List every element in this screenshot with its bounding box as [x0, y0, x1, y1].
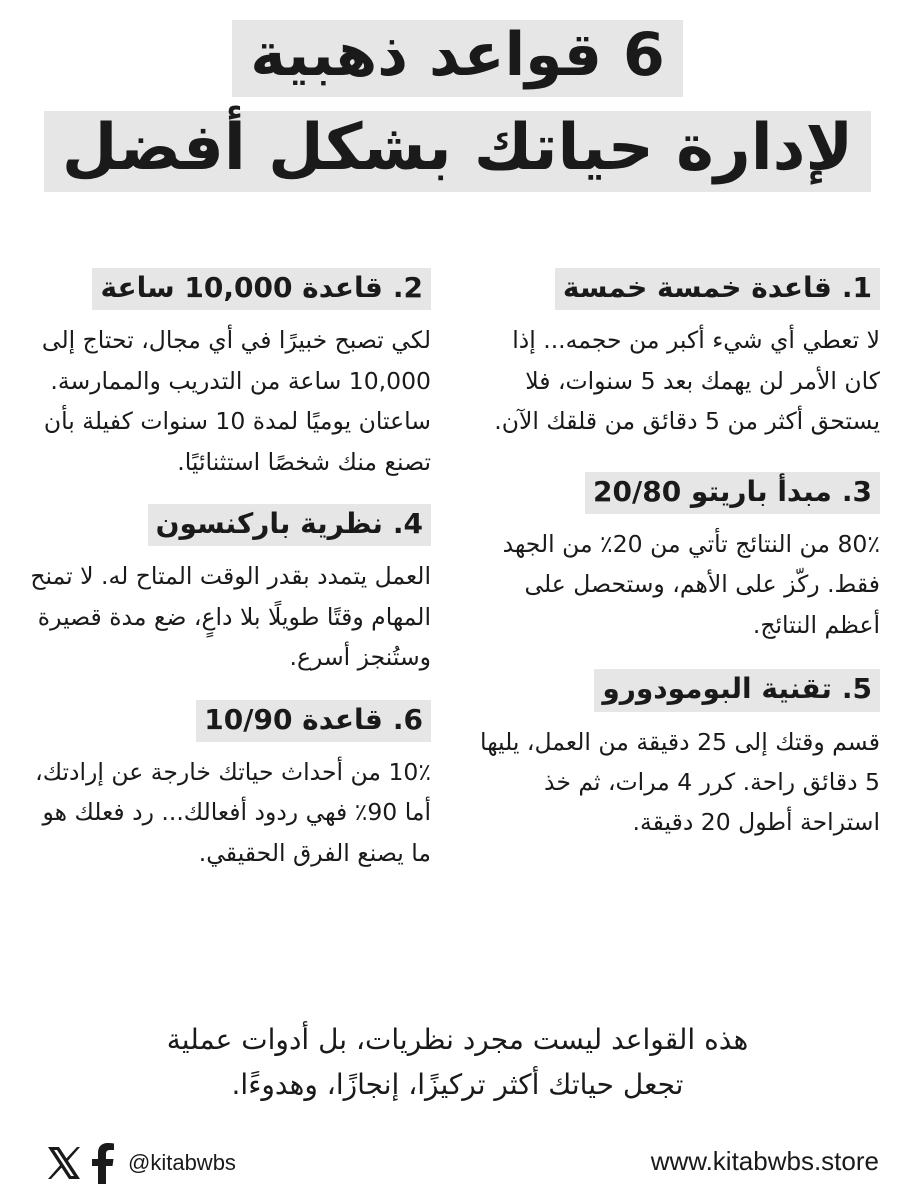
- rule-number: 2.: [392, 271, 423, 304]
- rule-body: لا تعطي أي شيء أكبر من حجمه... إذا كان الأمر لن يهمك بعد 5 سنوات، فلا يستحق أكثر من 5 دقائق من قلقك الآن.: [494, 326, 880, 436]
- footer: [44, 1138, 879, 1188]
- rule-2: [23, 268, 431, 482]
- conclusion-line-1: هذه القواعد ليست مجرد نظريات، بل أدوات عملية: [166, 1023, 749, 1056]
- rule-body: قسم وقتك إلى 25 دقيقة من العمل، يليها 5 دقائق راحة. كرر 4 مرات، ثم خذ استراحة أطول 20 دقيقة.: [480, 727, 880, 837]
- rule-title: قاعدة 10,000 ساعة: [100, 271, 383, 304]
- rule-number: 3.: [841, 474, 872, 508]
- rule-body: العمل يتمدد بقدر الوقت المتاح له. لا تمنح المهام وقتًا طويلًا بلا داعٍ، ضع مدة قصيرة وستُنجز أسرع.: [30, 562, 431, 672]
- conclusion: [40, 1018, 875, 1108]
- rule-3: [472, 472, 880, 646]
- rule-title: تقنية البومودورو: [602, 672, 832, 706]
- rule-heading: [555, 268, 880, 310]
- social-handle[interactable]: @kitabwbs: [128, 1150, 236, 1175]
- rule-title: قاعدة 10/90: [204, 702, 383, 736]
- rule-heading: [594, 669, 880, 711]
- rule-number: 6.: [392, 702, 423, 736]
- rule-6: [23, 700, 431, 874]
- title-block: [0, 20, 915, 192]
- rule-title: نظرية باركنسون: [155, 507, 383, 541]
- website-link[interactable]: www.kitabwbs.store: [650, 1146, 879, 1176]
- rule-body: لكي تصبح خبيرًا في أي مجال، تحتاج إلى 10,000 ساعة من التدريب والممارسة. ساعتان يوميًا لمدة 10 سنوات كفيلة بأن تصنع منك شخصًا استثنائيًا.: [41, 326, 431, 476]
- rule-heading: [196, 700, 431, 742]
- rule-body: 10٪ من أحداث حياتك خارجة عن إرادتك، أما 90٪ فهي ردود أفعالك... رد فعلك هو ما يصنع الفرق الحقيقي.: [35, 758, 431, 867]
- rule-body: 80٪ من النتائج تأتي من 20٪ من الجهد فقط. ركّز على الأهم، وستحصل على أعظم النتائج.: [502, 530, 880, 639]
- rule-1: [472, 268, 880, 442]
- page-title-line-1: 6 قواعد ذهبية: [232, 20, 682, 97]
- rule-number: 4.: [392, 507, 423, 541]
- rule-heading: [92, 268, 431, 310]
- rule-heading: [148, 504, 431, 546]
- facebook-icon[interactable]: [90, 1142, 116, 1184]
- rule-heading: [585, 472, 880, 514]
- rule-title: مبدأ باريتو 20/80: [593, 474, 832, 508]
- rule-title: قاعدة خمسة خمسة: [562, 271, 832, 304]
- rules-column-left: [23, 268, 431, 895]
- x-icon[interactable]: [44, 1143, 84, 1183]
- rule-5: [472, 669, 880, 843]
- rule-4: [23, 504, 431, 678]
- conclusion-line-2: تجعل حياتك أكثر تركيزًا، إنجازًا، وهدوءًا.: [231, 1067, 684, 1101]
- social-links: [44, 1142, 236, 1184]
- rule-number: 5.: [841, 672, 872, 706]
- page-title-line-2: لإدارة حياتك بشكل أفضل: [44, 111, 871, 192]
- rule-number: 1.: [841, 271, 872, 304]
- rules-column-right: [472, 268, 880, 865]
